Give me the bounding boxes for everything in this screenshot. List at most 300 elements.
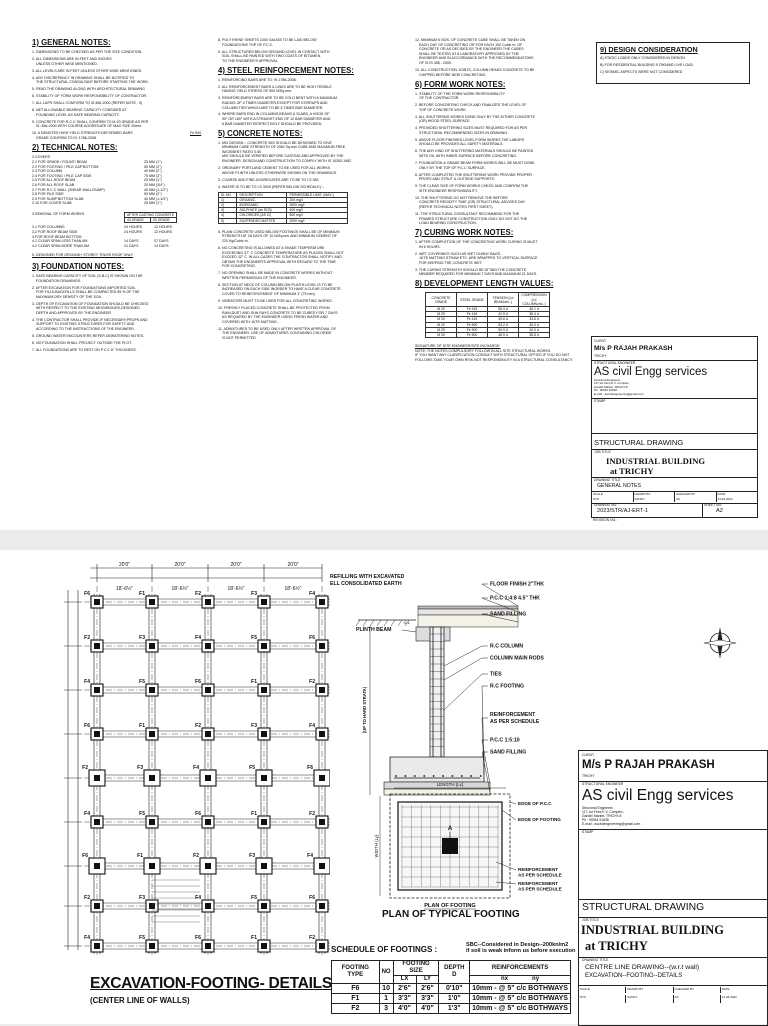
- footing-label: F6: [84, 591, 90, 597]
- foundation-note: 4. THE CONTRACTOR SHALL PROVIDE,IF NECESSARY,PROPS AND: [32, 317, 148, 322]
- development-cell: 42.5 d: [488, 312, 519, 317]
- footing-label: F2: [309, 935, 315, 941]
- rc-column: [430, 627, 444, 757]
- concrete-note: 6. NO CONCRETING IS ALLOWED AT A SHADE TEMPERATURE: [218, 245, 325, 250]
- column: [149, 943, 155, 949]
- removal-cell: 24 HOURS: [124, 225, 142, 230]
- foundation-note: SUPPORT TO EXISTING STRUCTURES FOR SAFETY AND: [36, 322, 135, 327]
- cover-item: 2.3 FOR COLUMN: [32, 169, 63, 174]
- typical-footing-caption: PLAN OF TYPICAL FOOTING: [382, 909, 520, 920]
- consultant-label: STRUCTURAL ENGINEER: [582, 782, 624, 786]
- footing-label: AS PER SCHEDULE: [518, 872, 562, 878]
- section-label: R.C FOOTING: [490, 683, 525, 690]
- development-cell: 38.4 d: [519, 312, 550, 317]
- removal-head-table: [124, 212, 177, 223]
- curing-note: MEMBER REQUIRED FOR MINIMUM 7 DAYS AND MAXIMUM 21 DAYS.: [419, 272, 538, 277]
- drawing-number: 2023/STR/AJ-ERT-1: [597, 508, 648, 514]
- development-cell: Fe 500: [457, 333, 488, 338]
- footing-details-sheet: [0, 550, 768, 1024]
- stamp-label: STAMP: [594, 399, 606, 403]
- removal-title: 3.REMOVAL OF FORM WORKS: [32, 211, 85, 216]
- foundation-note: 6. NO FOUNDATION SHALL PROJECT OUTSIDE THE PLOT.: [32, 341, 132, 345]
- general-note: 6. STABILITY OF FORM WORK RESPONSIBILITY OF CONTRACTOR.: [32, 94, 148, 99]
- bar-dot: [442, 775, 444, 777]
- leader-line: [402, 630, 416, 632]
- schedule-cell: 2'6": [416, 984, 439, 994]
- general-note: UNLESS OTHER WISE MENTIONED.: [36, 61, 98, 66]
- general-note: 7. ALL LAPS SHALL CONFORM TO IS:456-2000 (REFER NOTE - 9): [32, 101, 143, 106]
- concrete-note: 8. SECTION AT NECK OF COLUMN BELOW PLINTH LEVEL IS TO BE: [218, 282, 333, 287]
- form-note: 4. PROVIDED SHUTTERING SIZES MUST REQUIRED FOR AS PER: [415, 126, 528, 131]
- schedule-cell: 0'10": [439, 984, 470, 994]
- development-cell: CONCRETE GRADE: [426, 293, 457, 307]
- development-cell: 46.0 d: [519, 322, 550, 327]
- general-note: 9. CONCRETE FOR R.C.C SHALL CONFIRM TO M-20 GRADE AS PER: [32, 119, 149, 124]
- col2-top-list: [218, 38, 398, 63]
- footing-label: F5: [139, 811, 145, 817]
- column: [94, 903, 100, 909]
- job-title-line-1: INDUSTRIAL BUILDING: [606, 456, 706, 466]
- schedule-title: SCHEDULE OF FOOTINGS :: [331, 945, 438, 954]
- form-notes-list: [415, 92, 595, 226]
- note-line: 12. MINIMUM 6 NOS. OF CONCRETE CUBE SHALL BE TAKEN ON: [415, 38, 526, 42]
- meta-label: SCALE: [593, 492, 603, 496]
- bar-dot: [414, 775, 416, 777]
- concrete-note: WRITTEN PERMISSION OF THE ENGINEER.: [222, 275, 297, 280]
- form-note: FRAMED STRUCTURE CONSTRUCTION ONLY DO NOT DO THE: [419, 216, 528, 221]
- column: [319, 731, 325, 737]
- schedule-cell: F1: [332, 994, 380, 1004]
- schedule-cell: F2: [332, 1004, 380, 1014]
- column: [149, 863, 155, 869]
- footing-label: F2: [84, 895, 90, 901]
- water-cell: SUSPENDED MATTER: [237, 218, 287, 223]
- plan-of-footing-drawing: [370, 782, 570, 912]
- footing-label: F4: [84, 935, 90, 941]
- concrete-notes-list-2: [218, 230, 398, 341]
- removal-cell: 12 HOURS: [154, 229, 172, 234]
- ground-hatch: [384, 620, 388, 626]
- steel-note: 2. ALL REINFORCEMENT BARS & LINKS ARE TO BE HIGH TENSILE: [218, 84, 332, 89]
- section-marker: A: [447, 826, 453, 832]
- form-note: SITE ENGINEER RESPONSIBILITY.: [419, 188, 478, 193]
- form-note: 9. THE CLEAR SIZE OF FORM WORKS CHECK AND CONFIRM THE: [415, 184, 529, 189]
- cover-value: 50 MM (2"): [144, 164, 162, 169]
- water-cell: 400 mg/l: [287, 208, 348, 213]
- cover-item: 2.8 FOR PILE SIDE: [32, 192, 64, 197]
- footing-label: F1: [137, 853, 143, 859]
- section-label: REINFORCEMENT: [490, 712, 536, 718]
- leader-line: [444, 658, 482, 680]
- schedule-remark: if soil is weak inform us before execution: [466, 948, 576, 954]
- general-note: 10. # DENOTES HIGH YIELD STRENGTH DEFORMED BARS Fe 500: [32, 131, 202, 136]
- concrete-note: 5. PLAIN CONCRETE USED BELOW FOOTINGS SHALL BE OF MINIMUM: [218, 229, 340, 234]
- bar-dot: [470, 775, 472, 777]
- form-note: 2. BEFORE CONCRETING CHECK AND FINALIZED THE LEVEL OF: [415, 103, 527, 108]
- column: [205, 819, 211, 825]
- bar-dot: [452, 775, 454, 777]
- column: [94, 687, 100, 693]
- development-cell: 34.6 d: [519, 317, 550, 322]
- column: [261, 819, 267, 825]
- cover-item: 2.5 FOR ALL ROOF BEAM: [32, 178, 76, 183]
- general-note: 8. NET ALLOWABLE BEARING CAPACITY CONSIDER AT: [32, 108, 127, 113]
- bar-dot: [423, 775, 425, 777]
- water-cell: SULPHATE (as SO3): [237, 208, 287, 213]
- column: [261, 687, 267, 693]
- sheet-no-label: SHEET NO.: [704, 503, 723, 507]
- development-cell: STEEL GRADE: [457, 293, 488, 307]
- form-note: PROPS AND STRUT & OUTSIDE SUPPORTS.: [419, 177, 495, 182]
- form-note: 11. THE STRUCTURAL CONSULTANT RECOMMEND FOR THE: [415, 211, 520, 216]
- drawing-title-line-2: EXCAVATION--FOOTING--DETAILS: [585, 973, 683, 979]
- footing-label: REINFORCEMENT: [518, 867, 559, 872]
- column: [319, 643, 325, 649]
- bar-dot: [433, 775, 435, 777]
- meta-value: SANDY: [633, 497, 675, 502]
- development-heading: 8) DEVELOPMENT LENGTH VALUES:: [415, 279, 554, 289]
- steel-note: 1. REINFORCING BARS ARE TO: IS 1786-2008.: [218, 77, 297, 82]
- note-line: CONCRETE OR AS DECIDED BY THE ENGINEER.THE CUBES: [419, 47, 524, 52]
- plan-subtitle: (CENTER LINE OF WALLS): [90, 996, 190, 1005]
- schedule-row: [332, 1004, 571, 1014]
- section-label: P.C.C 1:4:8 4.5" THK: [490, 595, 540, 602]
- general-note: IS :456-2000 WITH COURSE AGGREGATE OF MAX SIZE 20mm.: [36, 124, 143, 129]
- development-cell: 38.8 d: [519, 333, 550, 338]
- address-line: Gandhi Market, TRICHY-8: [582, 814, 622, 818]
- footing-label: F4: [195, 895, 201, 901]
- concrete-note: EXCEED 32° C. IN ALL CASES THE CONTRACTOR SHALL NOTIFY AND: [222, 255, 342, 260]
- curing-note: 1. AFTER COMPLETION OF THE CONCRETING WORK CURING IS MUST: [415, 240, 538, 245]
- note-line: EACH DAY OF CONCRETING OR FOR EACH 100 Cubic m. OF: [419, 42, 523, 47]
- footing-label: F4: [84, 679, 90, 685]
- form-note: 7. FOUNDATION & GRADE BEAM FORM WORKS WILL BE MUST DONE: [415, 161, 535, 165]
- meta-label: DATE: [720, 987, 767, 993]
- ground-hatch: [377, 620, 381, 626]
- removal-row: [32, 244, 212, 249]
- schedule-head-lx: LX: [393, 976, 416, 984]
- footing-label: REINFORCEMENT: [518, 881, 559, 886]
- cover-item: 2.10 FOR COVER SLAB: [32, 201, 72, 206]
- development-cell: M 30: [426, 333, 457, 338]
- concrete-note: 1. MIX DESIGN :- CONCRETE MIX SHOULD BE DESIGNED TO GIVE: [218, 140, 332, 145]
- water-cell: ORGANIC: [237, 197, 287, 202]
- cover-row: [32, 201, 212, 206]
- column: [261, 863, 267, 869]
- removal-block: [32, 212, 212, 223]
- schedule-remark: SBC--Considered in Design--200kn/m2: [466, 942, 569, 948]
- note-line: TO THE ENGINEER'S APPROVAL: [222, 58, 278, 63]
- removal-cell: 24 HOURS: [124, 229, 142, 234]
- address-line: 117,1st Floor,K.V. Complex,: [594, 381, 630, 386]
- column: [319, 863, 325, 869]
- client-label: CLIENT: [582, 753, 595, 757]
- stamp-label: STAMP: [582, 830, 594, 834]
- concrete-note: 2. ORDINARY PORTLAND CEMENT TO BE USED FOR ALL WORKS: [218, 166, 331, 171]
- section-label: SAND FILLING: [490, 749, 527, 756]
- concrete-note: MINIMUM CUBE STRENGTH OF 20N/ Sq.mm CUBE AND MAXIMUM FREE: [222, 145, 346, 150]
- column: [319, 775, 325, 781]
- foundation-notes-heading: 3) FOUNDATION NOTES:: [32, 261, 125, 271]
- section-label: AS PER SCHEDULE: [490, 719, 540, 725]
- notes-column-1: [32, 38, 212, 355]
- leader-line: [444, 646, 482, 666]
- development-cell: M 20: [426, 307, 457, 312]
- footing-label: F2: [195, 723, 201, 729]
- column: [149, 643, 155, 649]
- water-cell: 1): [219, 197, 237, 202]
- concrete-note: MIX SHOULD BE VERIFIED BEFORE CASTING AND APPROVED BY THE: [222, 154, 344, 159]
- schedule-cell: F6: [332, 984, 380, 994]
- designed-for-note: 5. DESIGNED FOR GROUND+ STOREY TRUSS ROOF ONLY: [32, 253, 134, 258]
- footing-label: EDGE OF P.C.C: [518, 801, 552, 806]
- water-limits-table: [218, 192, 348, 224]
- schedule-cell: 1'3": [439, 1004, 470, 1014]
- meta-value: AS: [674, 497, 716, 502]
- section-label: PLINTH BEAM: [356, 627, 392, 633]
- development-cell: 46.1 d: [519, 307, 550, 312]
- schedule-cell: 1: [379, 994, 393, 1004]
- development-row: [426, 293, 550, 307]
- revision-label: REVISION NO.:: [593, 518, 618, 522]
- meta-value: SANDY: [625, 995, 672, 1003]
- form-note: 6. THE ANY KIND OF SHUTTERING MATERIALS SHOULD BE PAINTED: [415, 149, 534, 154]
- water-cell: PERMISSIBLE LIMIT, (MAX.): [287, 192, 348, 197]
- cover-value: 40 MM (2"): [144, 169, 162, 174]
- concrete-note: 7. NO OPENING SHALL BE MADE IN CONCRETE WORKS WITHOUT: [218, 271, 333, 276]
- footing-label: F1: [251, 679, 257, 685]
- meta-label: DATE: [716, 492, 758, 497]
- removal-cell: 4.FOR ROOF BEAM BOTTOM: [32, 234, 82, 239]
- development-cell: COMPRESSION (Ld COLUMN,etc.,): [519, 293, 550, 307]
- side-label: (UP TO HARD STRATA): [362, 686, 367, 734]
- note-line: 9. ALL STRUCTURES BELOW GROUND LEVEL IN CONTACT WITH: [218, 49, 330, 54]
- column: [149, 731, 155, 737]
- footing-label: F5: [251, 895, 257, 901]
- column: [205, 903, 211, 909]
- concrete-note: COVERED WITH JUTE MATTING.: [222, 319, 278, 324]
- note-line: ENGINEER AND IN ACCORDANCE WITH THE RECOMMENDATIONS: [419, 56, 534, 61]
- development-cell: Fe 415: [457, 307, 488, 312]
- foundation-note: 2. AFTER EXCAVATION FOR FOUNDATIONS IMPORTED SOIL: [32, 285, 136, 290]
- concrete-note: AS REQUIRED BY THE ENGINEER USING FRESH WATER AND: [222, 315, 328, 320]
- cover-value: 50 MM (2"): [144, 192, 162, 197]
- firm-address: [594, 379, 644, 396]
- concrete-note: FOR CONCRETING.: [222, 264, 256, 269]
- footing-label: F2: [82, 765, 88, 771]
- schedule-cell: 10mm - @ 5" c/c BOTHWAYS: [470, 984, 571, 994]
- curing-note: 2. WET COVERINGS SUCH AS WET GUNNY BAGS,: [415, 251, 502, 256]
- gl-label: G.L: [403, 620, 410, 625]
- water-cell: 5): [219, 218, 237, 223]
- cover-value: 75 MM (3"): [144, 173, 162, 178]
- general-note: 1. DIMENSIONS TO BE CHECKED AS PER THE SITE CONDITION.: [32, 50, 143, 54]
- water-cell: DESCRIPTION: [237, 192, 287, 197]
- column: [205, 863, 211, 869]
- concrete-note: INCREASED ON EACH SIDE INORDER TO HAVE A CLEAR CONCRETE: [222, 287, 341, 292]
- foundation-note: 3. DEPTH OF EXCAVATION OF FOUNDATION SHOULD BE CHECKED: [32, 301, 149, 306]
- section-label: R.C COLUMN: [490, 643, 524, 650]
- foundation-note: ACCORDING TO THE INSTRUCTIONS OF THE ENGINEER.: [36, 327, 135, 332]
- design-item: B) FOR RESIDENTIAL BUILDING 5.75KN/M2 LIVE LOAD: [600, 62, 694, 67]
- cover-value: 40 MM (1-1/2"): [144, 187, 168, 192]
- concrete-note: THE ENGINEER. USE OF ADMIXTURES CONTAINING CHLORIDE: [222, 331, 332, 336]
- cover-value: 20 MM (3/4"): [144, 182, 165, 187]
- consultant-label: STRUCTURAL ENGINEER: [594, 361, 636, 365]
- job-title-line-2: at TRICHY: [585, 939, 648, 953]
- foundation-note: DEPTH AND APPROVED BY THE ENGINEER.: [36, 310, 112, 315]
- form-note: 5. ABOVE FLOOR FINISHED LEVEL FORM WORKS THE LABORS: [415, 137, 525, 142]
- water-cell: 200 mg/l: [287, 197, 348, 202]
- removal-list: [32, 225, 212, 248]
- section-label: P.C.C 1:5:10: [490, 737, 520, 744]
- schedule-cell: 10mm - @ 5" c/c BOTHWAYS: [470, 994, 571, 1004]
- schedule-cell: 4'0": [393, 1004, 416, 1014]
- leader-line: [502, 810, 516, 820]
- removal-head-cell: AFTER CASTING CONCRETE: [125, 212, 177, 217]
- title-block-2: [578, 750, 768, 1026]
- concrete-note: 3. COARSE AND FINE AGGREGATES ARE TO BE TO I.S 383: [218, 177, 319, 182]
- column: [261, 731, 267, 737]
- schedule-head-size: FOOTING SIZE: [393, 961, 439, 976]
- schedule-head-ly: LY: [416, 976, 439, 984]
- footing-label: F1: [139, 723, 145, 729]
- client-name: M/s P RAJAH PRAKASH: [582, 759, 715, 771]
- cover-value: 25 MM (1"): [144, 201, 162, 206]
- form-note: LOAD BEARING CONSTRUCTION.: [419, 221, 477, 226]
- schedule-head-nx-ny: [470, 976, 571, 984]
- column: [319, 599, 325, 605]
- steel-note: 90° OR 180° WITH A STRAIGHT END OF 12 BAR DIAMETER AND: [222, 117, 331, 122]
- footing-label: F2: [309, 811, 315, 817]
- footing-label: F3: [251, 591, 257, 597]
- job-title-line-2: at TRICHY: [610, 466, 654, 476]
- steel-note: 6 BAR DIAMETER RESPECTIVELY SHOULD BE PROVIDED.: [222, 121, 323, 126]
- cover-value: 40 MM (1-1/2"): [144, 196, 168, 201]
- column: [94, 775, 100, 781]
- site-note-line: IF YOU WANT ANY CLARIFICATION CONSULT WITH STRUCTURAL OFFICE.IF YOU DO NOT: [415, 353, 570, 358]
- sheet-type: STRUCTURAL DRAWING: [594, 438, 684, 447]
- development-row: [426, 333, 550, 338]
- column: [149, 687, 155, 693]
- development-cell: TENSION (Ld BEAM,etc.,): [488, 293, 519, 307]
- steel-note: HAVING YIELD STRESS OF 500 N/Sq.mm.: [222, 89, 293, 94]
- meta-values: [592, 497, 757, 502]
- schedule-cell: 10mm - @ 5" c/c BOTHWAYS: [470, 1004, 571, 1014]
- cover-item: 2.4 FOR FOOTING / PILE CAP SIDE: [32, 173, 92, 178]
- removal-cell: 4.1 CLEAR SPAN LESS THAN 6M: [32, 239, 88, 244]
- meta-values: [579, 995, 767, 1003]
- form-note: 1. STABILITY OF THE FORM WORK RESPONSIBILITY: [415, 91, 506, 96]
- development-cell: 48.5 d: [488, 333, 519, 338]
- schedule-cell: 3'3": [393, 994, 416, 1004]
- width-label: WIDTH (Ly): [374, 834, 379, 858]
- title-block-1: [591, 336, 758, 518]
- footing-label: F5: [139, 679, 145, 685]
- footing-label: F3: [251, 723, 257, 729]
- footing-label: F1: [139, 591, 145, 597]
- footing-label: F4: [309, 723, 315, 729]
- concrete-note: ABOVE PLINTH UNLESS OTHERWISE SHOWN ON THE DRAWINGS.: [222, 170, 338, 175]
- footing-label: F3: [139, 895, 145, 901]
- footing-label: AS PER SCHEDULE: [518, 886, 562, 892]
- development-cell: M 25: [426, 327, 457, 332]
- footing-label: F2: [309, 679, 315, 685]
- foundation-note: FOUNDATION DRAWINGS.: [36, 278, 82, 283]
- development-cell: Fe 500: [457, 327, 488, 332]
- covers-title: 2.COVERS: [32, 155, 51, 160]
- development-cell: 40.0 d: [519, 327, 550, 332]
- form-note: SHOULD BE PROVIDES ALL SAFETY MATERIALS.: [419, 142, 504, 147]
- column: [94, 819, 100, 825]
- section-note: REFILLING WITH EXCAVATED: [330, 574, 405, 580]
- schedule-row: [332, 994, 571, 1004]
- meta-value: 14.06.2022: [720, 995, 767, 1003]
- development-cell: M 25: [426, 312, 457, 317]
- concrete-note: STRENGTH AT 28 DAYS OF 10 N/Sq.mm AND MINIMUM CEMENT OF: [222, 234, 337, 239]
- form-note: (OR) WOOD STEEL SURFACE.: [419, 119, 471, 124]
- address-line: 117,1st Floor,K.V. Complex,: [582, 810, 624, 814]
- notes-column-3: [415, 38, 595, 363]
- dimension-text: 18'-6½": [284, 586, 302, 592]
- cover-item: 2.7 FOR R.C.C WALL (SHEAR WALL/SUMP): [32, 187, 105, 192]
- removal-cell: 3.1 FOR COLUMNS: [32, 225, 65, 230]
- meta-label: CHECKED BY: [673, 987, 720, 993]
- footing-label: F4: [84, 811, 90, 817]
- column: [319, 903, 325, 909]
- footing-label: F6: [309, 895, 315, 901]
- concrete-note: RAIN,DUST AND SUN RAYS.CONCRETE TO BE CURED FOR 7 DAYS: [222, 310, 338, 315]
- footing-label: F4: [195, 635, 201, 641]
- development-cell: 56.4 d: [488, 307, 519, 312]
- concrete-note: 9. VIBRATORS MUST TO BE USED FOR ALL CONCRETING WORKS.: [218, 299, 333, 304]
- removal-cell: 21 DAYS: [124, 243, 139, 248]
- section-label: FLOOR FINISH 2"THK: [490, 581, 545, 588]
- form-note: ONLY BY THE TOP OF P.C.C SURFACE.: [419, 165, 486, 170]
- steel-note: COLUMN TIES WHICH ARE TO BE 4 TIMES BAR DIAMETER.: [222, 105, 324, 110]
- schedule-row: [332, 984, 571, 994]
- water-cell: SL NO: [219, 192, 237, 197]
- general-notes-heading: 1) GENERAL NOTES:: [32, 38, 111, 47]
- column: [205, 775, 211, 781]
- steel-notes-list: [218, 78, 398, 127]
- note-line: SOIL SHALL BE PAINTED WITH TWO COATS OF BITUMEN.: [222, 54, 322, 59]
- footing-label: F5: [249, 765, 255, 771]
- column: [205, 599, 211, 605]
- firm-address: [582, 806, 640, 826]
- removal-head-cell: 43 GRADE: [125, 218, 151, 223]
- bar-dot: [461, 775, 463, 777]
- fe-grade-label: Fe 500: [190, 131, 202, 136]
- job-title-label: JOB TITLE: [582, 918, 599, 922]
- technical-notes-heading: 2) TECHNICAL NOTES:: [32, 143, 118, 153]
- water-row: [219, 218, 348, 223]
- steel-note: 3. REINFORCEMENT BARS ARE TO BE COLD BENT WITH A MAXIMUM: [218, 96, 337, 101]
- plan-title: EXCAVATION-FOOTING- DETAILS: [90, 975, 332, 992]
- section-label: COLUMN MAIN RODS: [490, 655, 544, 662]
- general-notes-list: [32, 50, 212, 140]
- footing-label: F4: [193, 765, 199, 771]
- development-cell: Fe 415: [457, 312, 488, 317]
- cover-item: 2.1 FOR GRADE / FOUNT/ BEAM: [32, 160, 87, 165]
- meta-value: AS: [673, 995, 720, 1003]
- water-cell: INORGANIC: [237, 202, 287, 207]
- schedule-cell: 1'0": [439, 994, 470, 1004]
- job-title-label: JOB TITLE: [594, 450, 611, 454]
- column: [94, 643, 100, 649]
- form-note: TOP OF CONCRETE WORK.: [419, 107, 467, 112]
- concrete-note: 4. WATER IS TO BE TO I.S 3025 (REFER BELOW SCHEDULE) :-: [218, 184, 325, 189]
